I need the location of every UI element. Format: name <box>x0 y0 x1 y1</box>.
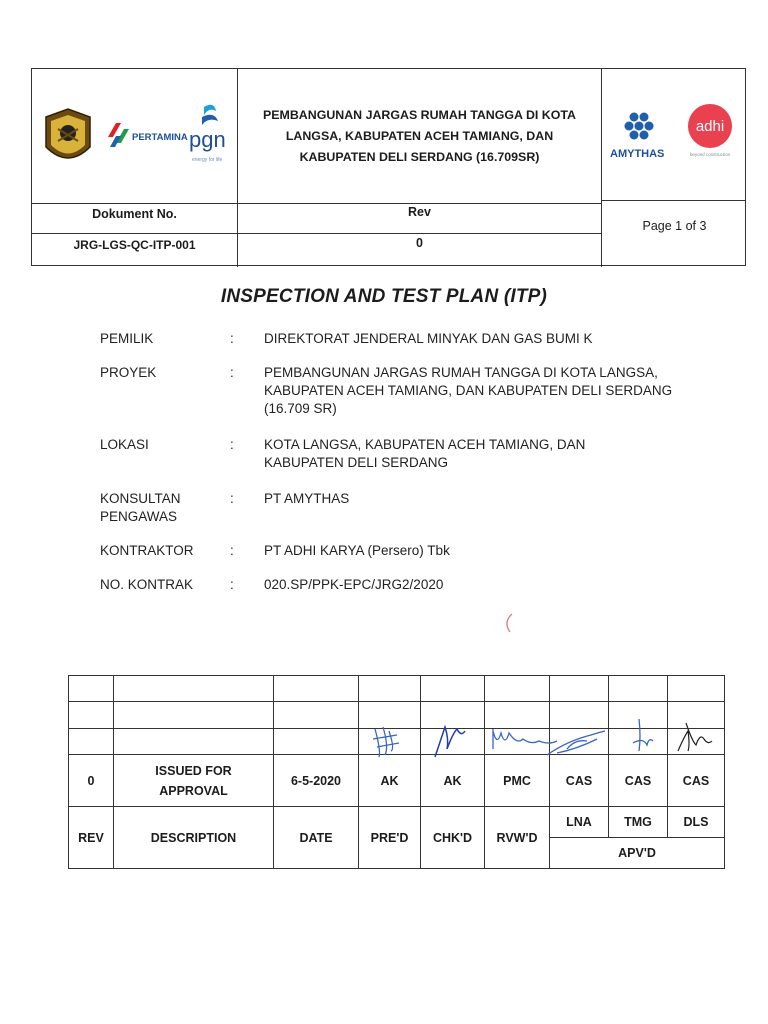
signature-rvwd-icon <box>487 719 617 759</box>
rvwd-cell: PMC <box>485 755 550 807</box>
rev-cell: 0 <box>69 755 114 807</box>
info-row-pemilik <box>100 330 720 348</box>
info-row-konsultan <box>100 490 720 526</box>
pen-mark-icon <box>500 612 516 634</box>
signature-row <box>69 729 725 755</box>
apv-cell: CAS <box>609 755 668 807</box>
date-header: DATE <box>274 807 359 869</box>
rev-value: 0 <box>416 236 423 250</box>
date-cell: 6-5-2020 <box>274 755 359 807</box>
apvd-header: APV'D <box>550 838 725 869</box>
pertamina-wordmark: PERTAMINA <box>132 132 188 143</box>
signature-apv2-icon <box>629 715 659 755</box>
project-title: PEMBANGUNAN JARGAS RUMAH TANGGA DI KOTA LANGSA, KABUPATEN ACEH TAMIANG, DAN KABUPATEN DELI SERDANG (16.709SR) <box>263 107 576 164</box>
signature-pred-icon <box>367 721 407 761</box>
pgn-logo-icon <box>202 105 218 125</box>
chkd-cell: AK <box>421 755 485 807</box>
description-header: DESCRIPTION <box>114 807 274 869</box>
colon: : <box>230 437 234 452</box>
divider <box>32 203 602 204</box>
logo-group <box>32 69 237 203</box>
rvwd-header: RVW'D <box>485 807 550 869</box>
document-header <box>31 68 746 266</box>
pgn-wordmark: pgn <box>189 127 226 152</box>
amythas-logo-icon <box>625 113 654 140</box>
apv-cell: CAS <box>550 755 609 807</box>
contractor-logos <box>602 69 747 203</box>
info-value: PT AMYTHAS <box>264 491 350 506</box>
approver-name: TMG <box>609 807 668 838</box>
document-title: INSPECTION AND TEST PLAN (ITP) <box>220 286 548 307</box>
doc-no-label: Dokument No. <box>92 207 177 221</box>
info-row-kontrak <box>100 576 720 594</box>
info-value: KOTA LANGSA, KABUPATEN ACEH TAMIANG, DAN KABUPATEN DELI SERDANG <box>264 437 586 470</box>
signature-apv3-icon <box>674 717 714 755</box>
info-label: PEMILIK <box>100 331 154 346</box>
signature-chkd-icon <box>431 719 471 761</box>
chkd-header: CHK'D <box>421 807 485 869</box>
info-label: PROYEK <box>100 365 157 380</box>
info-label: KONSULTAN PENGAWAS <box>100 491 181 524</box>
amythas-wordmark: AMYTHAS <box>610 148 665 160</box>
doc-no-value: JRG-LGS-QC-ITP-001 <box>73 238 196 252</box>
pred-header: PRE'D <box>359 807 421 869</box>
apv-cell: CAS <box>668 755 725 807</box>
description-cell: ISSUED FOR APPROVAL <box>114 755 274 807</box>
approver-name: DLS <box>668 807 725 838</box>
header-row <box>69 807 725 838</box>
esdm-emblem-icon <box>46 109 90 158</box>
info-value: 020.SP/PPK-EPC/JRG2/2020 <box>264 577 444 592</box>
page-number: Page 1 of 3 <box>642 219 707 233</box>
info-label: NO. KONTRAK <box>100 577 194 592</box>
info-value: PEMBANGUNAN JARGAS RUMAH TANGGA DI KOTA LANGSA, KABUPATEN ACEH TAMIANG, DAN KABUPATEN DELI SERDANG (16.709 SR) <box>264 365 673 416</box>
info-row-proyek <box>100 364 720 418</box>
rev-header: REV <box>69 807 114 869</box>
divider <box>32 233 602 234</box>
info-label: KONTRAKTOR <box>100 543 194 558</box>
colon: : <box>230 491 234 506</box>
info-value: PT ADHI KARYA (Persero) Tbk <box>264 543 450 558</box>
info-label: LOKASI <box>100 437 149 452</box>
owner-logos <box>32 69 237 203</box>
info-row-kontraktor <box>100 542 720 560</box>
pred-cell: AK <box>359 755 421 807</box>
pgn-tagline: energy for life <box>192 157 223 163</box>
rev-label: Rev <box>408 205 431 219</box>
approver-name: LNA <box>550 807 609 838</box>
adhi-tagline: beyond construction <box>689 152 731 157</box>
colon: : <box>230 543 234 558</box>
approval-table <box>68 675 725 869</box>
blank-row <box>69 676 725 702</box>
colon: : <box>230 331 234 346</box>
colon: : <box>230 577 234 592</box>
project-info <box>100 330 720 610</box>
table-row <box>69 755 725 807</box>
pertamina-logo-icon <box>108 123 129 147</box>
adhi-wordmark: adhi <box>695 118 725 135</box>
colon: : <box>230 365 234 380</box>
info-row-lokasi <box>100 436 720 472</box>
info-value: DIREKTORAT JENDERAL MINYAK DAN GAS BUMI K <box>264 331 593 346</box>
